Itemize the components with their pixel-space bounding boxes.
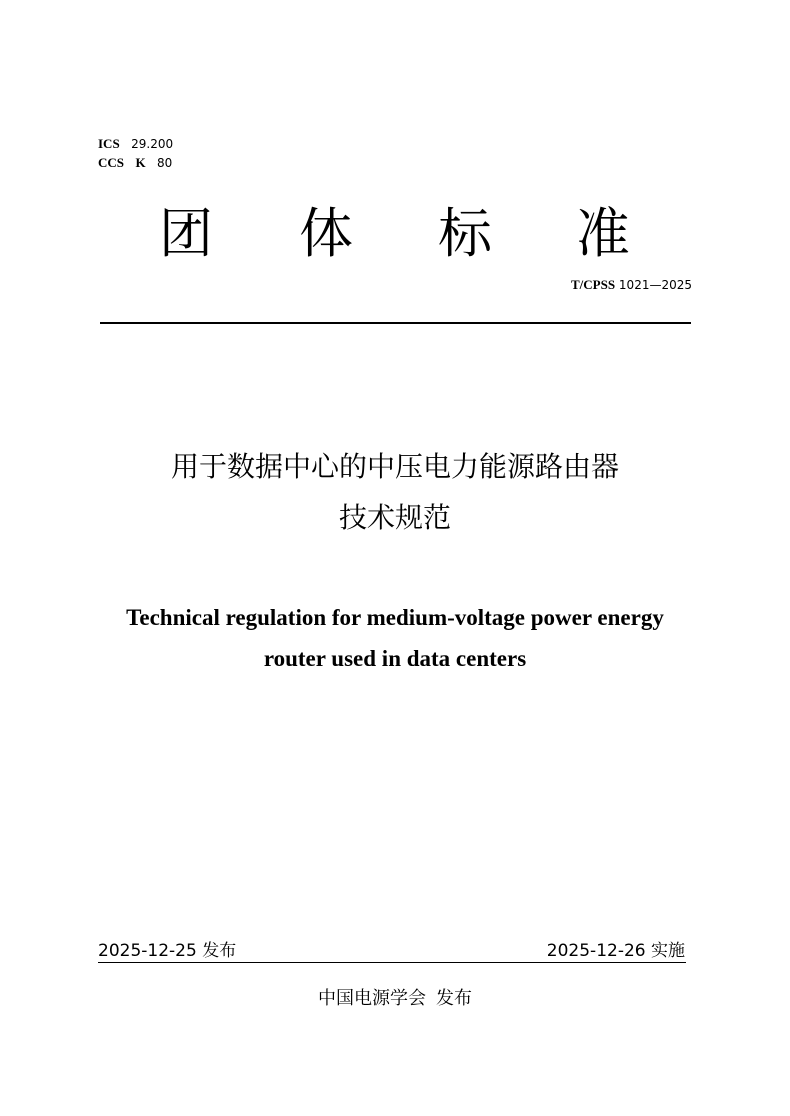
standard-type-char: 准 [576, 202, 630, 265]
header-divider [100, 322, 691, 324]
publisher-suffix: 发布 [436, 988, 472, 1009]
title-en-line-2: router used in data centers [263, 646, 527, 671]
footer-divider [98, 962, 686, 963]
title-cn-line-2: 技术规范 [338, 501, 451, 534]
title-cn-line-1: 用于数据中心的中压电力能源路由器 [170, 450, 619, 483]
ics-value: 29.200 [131, 137, 174, 151]
ccs-label: CCS [98, 155, 125, 170]
ccs-letter: K [135, 155, 146, 170]
publisher [0, 987, 790, 1011]
standard-type-heading [0, 200, 790, 270]
ccs-value: 80 [157, 156, 173, 170]
standard-number-value: 1021—2025 [618, 278, 692, 292]
title-en-line-1: Technical regulation for medium-voltage power energy [126, 605, 664, 630]
issue-date: 2025-12-25 发布 [98, 941, 237, 961]
ics-label: ICS [98, 136, 120, 151]
standard-type-char: 体 [299, 202, 353, 265]
publisher-name: 中国电源学会 [318, 988, 426, 1009]
standard-type-char: 标 [438, 202, 492, 265]
standard-number [571, 277, 692, 293]
ccs-code [98, 156, 172, 170]
standard-type-char: 团 [159, 202, 213, 265]
implementation-date: 2025-12-26 实施 [546, 941, 685, 961]
standard-number-prefix: T/CPSS [571, 277, 616, 292]
ics-code [98, 137, 173, 151]
